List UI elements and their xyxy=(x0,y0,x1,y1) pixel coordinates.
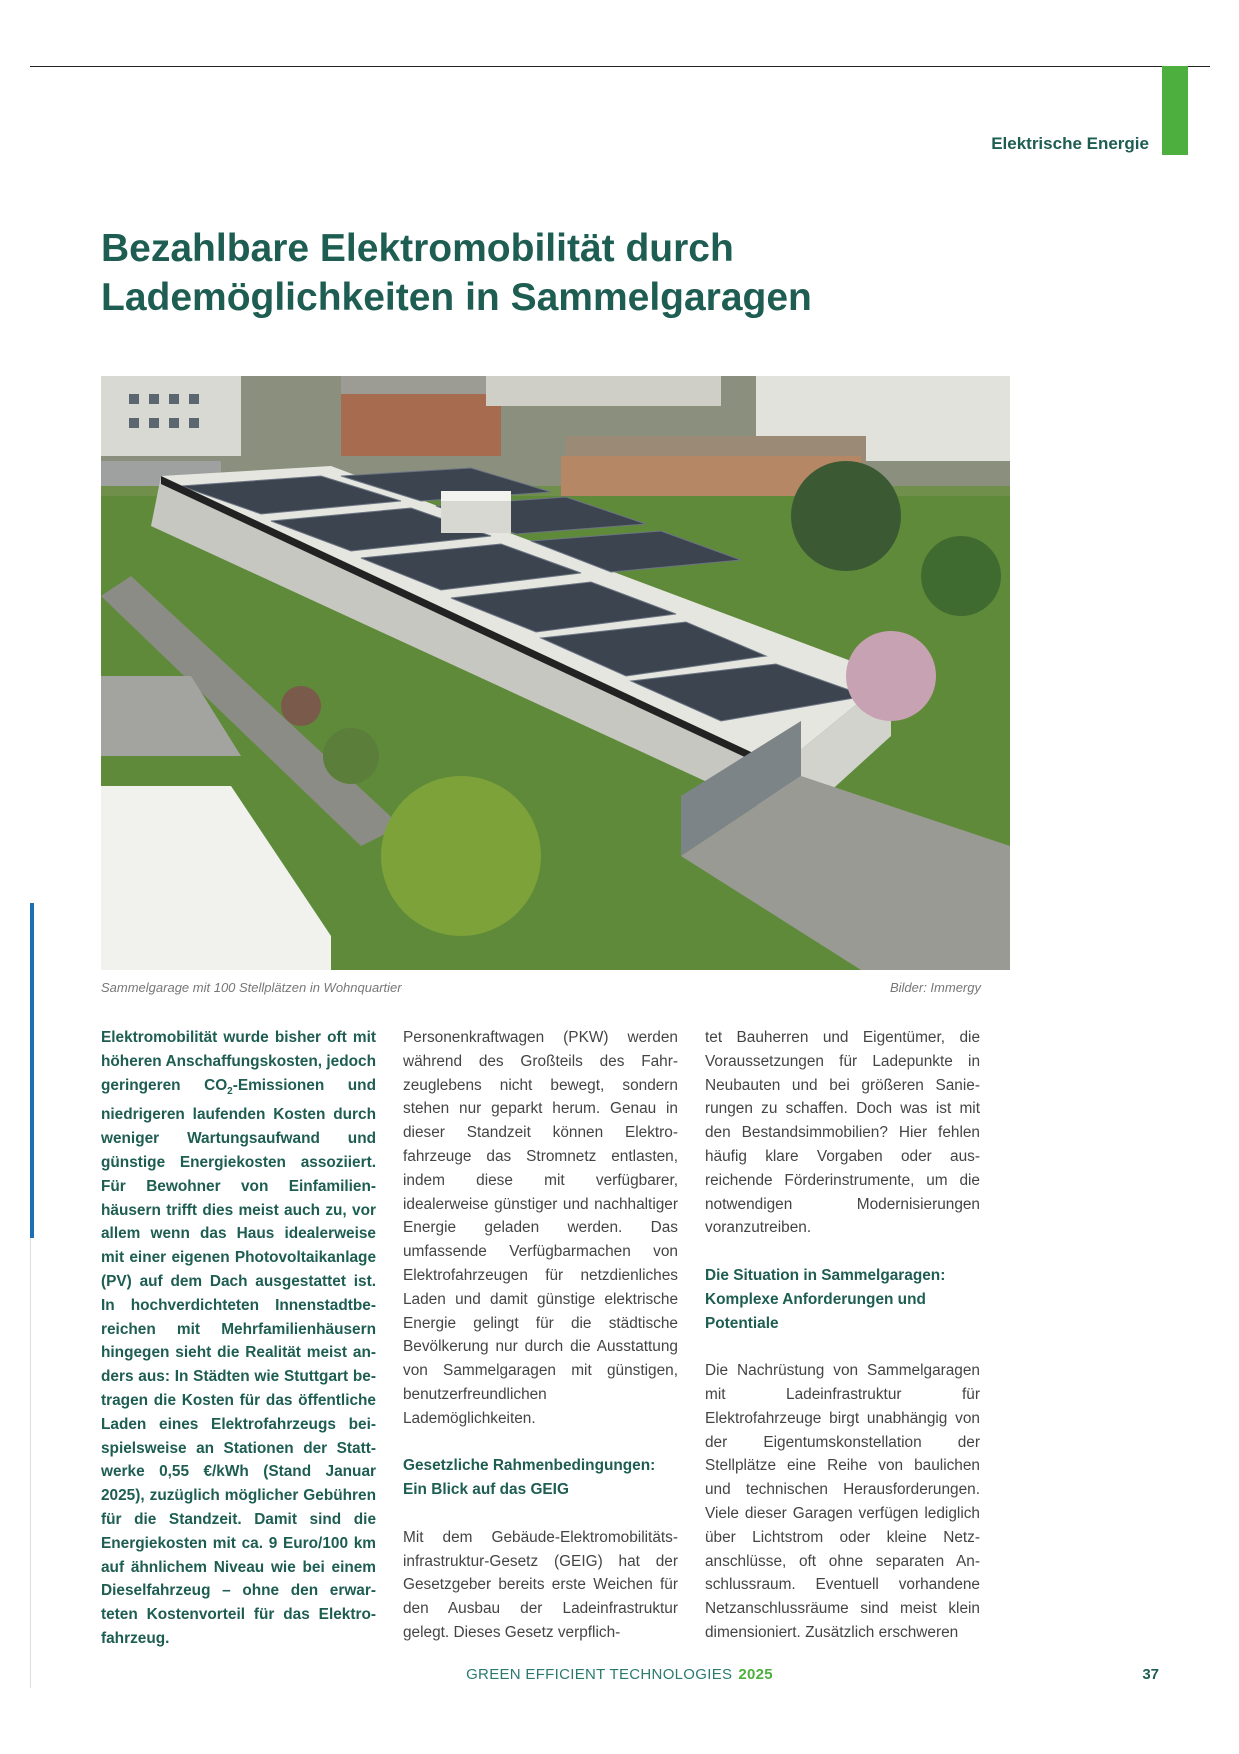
body-column-3 xyxy=(705,1026,980,1645)
column2-paragraph-2: Mit dem Gebäude-Elektromobilitätsinfrastruktur-Gesetz (GEIG) hat der Gesetzgeber bereits erste Weichen für den Ausbau der Ladeinfrastruktur gelegt. Dieses Gesetz verpflich- xyxy=(403,1528,678,1641)
intro-column xyxy=(101,1026,376,1651)
sammelgaragen-heading-line-3: Potentiale xyxy=(705,1314,779,1332)
geig-heading-line-2: Ein Blick auf das GEIG xyxy=(403,1481,569,1499)
column3-paragraph-2: Die Nachrüstung von Sammelgaragen mit Ladeinfrastruktur für Elektrofahrzeuge birgt unabhängig von der Eigentumskonstellation der Stellplätze eine Reihe von baulichen und technischen Herausforderungen. Viele dieser Garagen verfügen lediglich über Lichtstrom oder kleine Netzanschlüsse, oft ohne separaten Anschlussraum. Eventuell vorhandene Netzanschlussräume sind meist klein dimensioniert. Zusätzlich erschweren xyxy=(705,1362,980,1641)
photo-caption: Sammelgarage mit 100 Stellplätzen in Wohnquartier xyxy=(101,980,402,995)
geig-heading-line-1: Gesetzliche Rahmenbedingungen: xyxy=(403,1457,656,1475)
section-label: Elektrische Energie xyxy=(991,134,1149,153)
left-margin-marker xyxy=(30,903,34,1238)
co2-subscript: 2 xyxy=(227,1085,233,1097)
footer-magazine xyxy=(0,1666,1239,1683)
article-title xyxy=(101,224,1001,322)
body-column-2 xyxy=(403,1026,678,1645)
sammelgaragen-heading-line-2: Komplexe Anforderungen und xyxy=(705,1290,926,1308)
photo-credit: Bilder: Immergy xyxy=(889,980,981,995)
intro-paragraph xyxy=(101,1026,376,1651)
sammelgaragen-heading xyxy=(705,1264,980,1335)
intro-text-rest: -Emissionen und niedrigeren laufenden Kosten durch weniger Wartungsaufwand und günstige Energiekosten assoziiert. Für Bewohner von Einfamilienhäusern trifft dies meist auch zu, vor allem wenn das Haus idealerweise mit einer eigenen Photovoltaikanlage (PV) auf dem Dach ausgestattet ist. In hochverdichteten Innenstadtbereichen mit Mehrfamilienhäusern hingegen sieht die Realität meist anders aus: In Städten wie Stuttgart betragen die Kosten für das öffentliche Laden eines Elektrofahrzeugs beispielsweise an Stationen der Stattwerke 0,55 €/kWh (Stand Januar 2025), zuzüglich möglicher Gebühren für die Standzeit. Damit sind die Energiekosten mit ca. 9 Euro/100 km auf ähnlichem Niveau wie bei einem Dieselfahrzeug – ohne den erwarteten Kostenvorteil für das Elektrofahrzeug. xyxy=(101,1076,376,1647)
column2-paragraph-1: Personenkraftwagen (PKW) werden während des Großteils des Fahrzeuglebens nicht bewegt, sondern stehen nur geparkt herum. Genau in dieser Standzeit können Elektrofahrzeuge das Stromnetz entlasten, indem diese mit verfügbarer, idealerweise günstiger und nachhaltiger Energie geladen werden. Das umfassende Verfügbarmachen von Elektrofahrzeugen für netzdienliches Laden und damit günstige elektrische Energie gelingt für die städtische Bevölkerung nur durch die Ausstattung von Sammelgaragen mit günstigen, benutzerfreundlichen Lademöglichkeiten. xyxy=(403,1029,678,1427)
column3-paragraph-1: tet Bauherren und Eigentümer, die Voraussetzungen für Ladepunkte in Neubauten und bei größeren Sanierungen zu schaffen. Doch was ist mit den Bestandsimmobilien? Hier fehlen häufig klare Vorgaben oder ausreichende Förderinstrumente, um die notwendigen Modernisierungen voranzutreiben. xyxy=(705,1029,980,1237)
garage-aerial-photo xyxy=(101,376,1010,970)
section-color-bar xyxy=(1162,66,1188,155)
title-line-1: Bezahlbare Elektromobilität durch xyxy=(101,227,734,270)
intro-text-start: Elektromobilität wurde bisher oft mit höheren Anschaffungskosten, jedoch geringeren CO xyxy=(101,1029,376,1094)
sammelgaragen-heading-line-1: Die Situation in Sammelgaragen: xyxy=(705,1266,946,1284)
page-number: 37 xyxy=(1142,1666,1159,1683)
geig-heading xyxy=(403,1454,678,1502)
left-margin-rule xyxy=(30,1238,31,1688)
magazine-name: GREEN EFFICIENT TECHNOLOGIES xyxy=(466,1666,733,1683)
title-line-2: Lademöglichkeiten in Sammelgaragen xyxy=(101,276,812,319)
magazine-year: 2025 xyxy=(738,1666,773,1683)
header-rule xyxy=(30,66,1210,67)
